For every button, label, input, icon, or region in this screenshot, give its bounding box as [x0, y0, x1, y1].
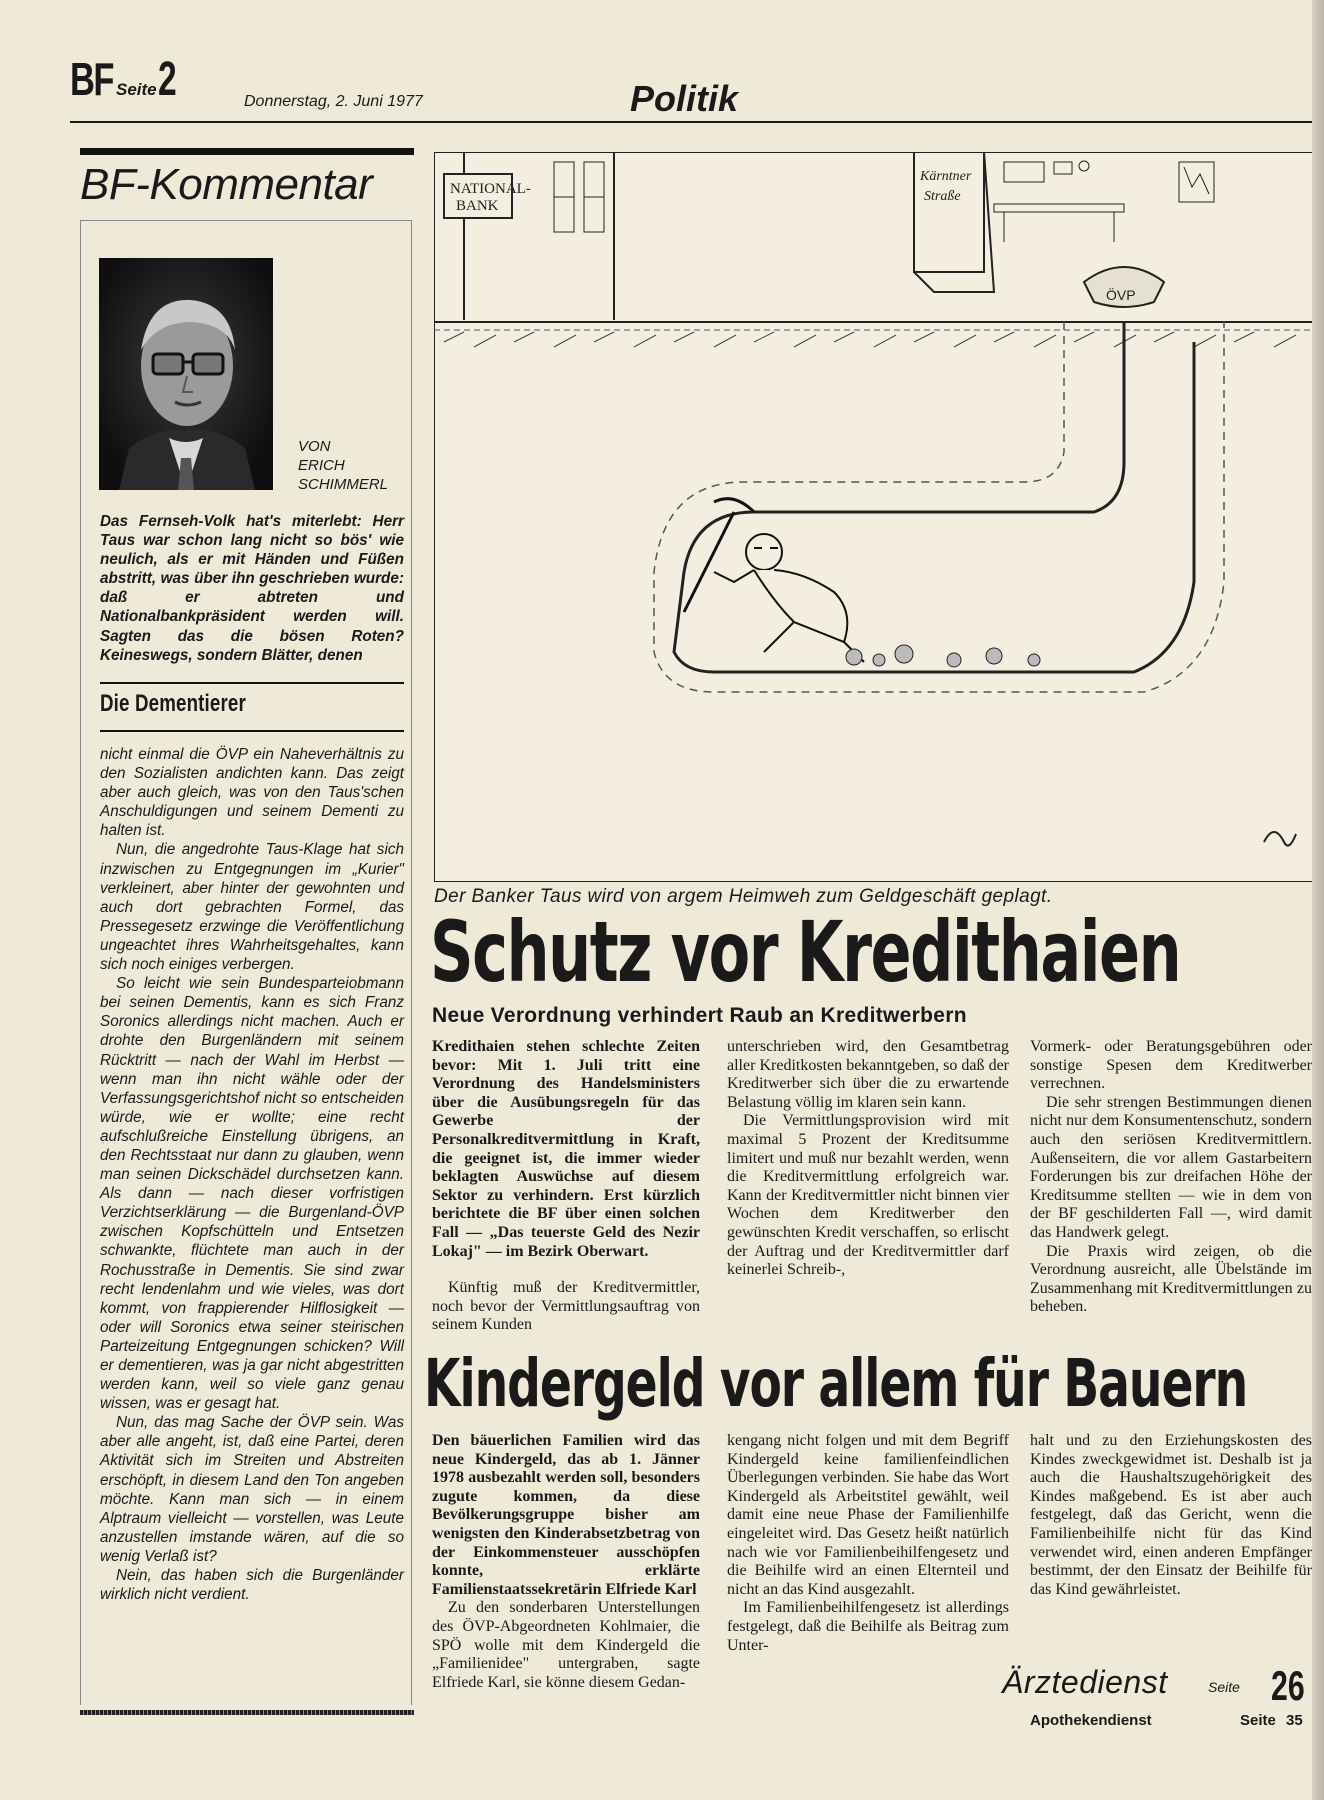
byline-first-name: ERICH: [298, 457, 345, 474]
article2-paragraph: Zu den sonderbaren Unterstellungen des ÖVP-Abgeordneten Kohlmaier, die SPÖ wolle mit dem Kindergeld die „Familienidee" untergraben, sagte Elfriede Karl, sie könne diesem Gedan-: [432, 1599, 700, 1691]
commentary-bottom-rule: [80, 1710, 414, 1715]
article2-headline: Kindergeld vor allem für Bauern: [424, 1345, 1248, 1422]
promo-page-number: 26: [1271, 1662, 1305, 1709]
promo-seite-label: Seite: [1208, 1679, 1240, 1695]
article1-headline: Schutz vor Kredithaien: [430, 903, 1181, 1001]
article1-paragraph: Die Praxis wird zeigen, ob die Verordnung ausreicht, alle Übelstände im Zusammenhang mit Kreditvermittlungen zu beheben.: [1030, 1242, 1312, 1316]
commentary-subhead: Die Dementierer: [100, 690, 246, 717]
section-title: Politik: [630, 78, 739, 119]
article2-column-2: [727, 1432, 1009, 1655]
promo-aerztedienst: Ärztedienst: [1002, 1664, 1168, 1700]
article1-paragraph: Vormerk- oder Beratungsgebühren oder sonstige Spesen dem Kreditwerber verrechnen.: [1030, 1038, 1312, 1093]
article1-lead: Kredithaien stehen schlechte Zeiten bevor: Mit 1. Juli tritt eine Verordnung des Handelsministers über die Ausübungsregeln für das Gewerbe der Personalkreditvermittlung in Kraft, die geeignet ist, die immer wieder beklagten Auswüchse auf diesem Sektor zu verhindern. Erst kürzlich berichtete die BF über einen solchen Fall — „Das teuerste Geld des Nezir Lokaj" — im Bezirk Oberwart.: [432, 1038, 700, 1260]
byline-von: VON: [298, 438, 331, 455]
article2-paragraph: Im Familienbeihilfengesetz ist allerdings festgelegt, daß die Beihilfe als Beitrag zum Unter-: [727, 1599, 1009, 1654]
issue-date: Donnerstag, 2. Juni 1977: [244, 93, 423, 110]
article1-paragraph: Künftig muß der Kreditvermittler, noch bevor der Vermittlungsauftrag von seinem Kunden: [432, 1279, 700, 1334]
sign-kaertner-line2: Straße: [924, 189, 961, 204]
article1-column-2: [727, 1038, 1009, 1280]
article1-subheadline: Neue Verordnung verhindert Raub an Kreditwerbern: [432, 1004, 967, 1027]
article1-paragraph: unterschrieben wird, den Gesamtbetrag aller Kreditkosten bekanntgeben, so daß der Kreditwerber sich über die zu erwartende Belastung völlig im klaren sein kann.: [727, 1038, 1009, 1111]
commentary-body: [100, 745, 404, 1604]
sign-kaertner-line1: Kärntner: [920, 169, 972, 184]
subhead-rule-bottom: [100, 730, 404, 732]
page-edge: [1312, 0, 1324, 1800]
logo: BF: [70, 53, 113, 105]
commentary-paragraph: Nein, das haben sich die Burgenländer wirklich nicht verdient.: [100, 1567, 404, 1604]
article1-column-1: [432, 1038, 700, 1335]
sign-national-line1: NATIONAL-: [450, 181, 531, 197]
page-label: Seite: [116, 80, 157, 99]
subhead-rule-top: [100, 682, 404, 684]
article2-paragraph: kengang nicht folgen und mit dem Begriff Kindergeld keine familienfeindlichen Überlegungen verbinden. Sie habe das Wort Kindergeld als Arbeitstitel gewählt, weil damit eine neue Phase der Familienhilfe eingeleitet wird. Das Gesetz heißt natürlich nach wie vor Familienbeihilfengesetz und die Beihilfe wird an einen Elternteil und nicht an das Kind ausgezahlt.: [727, 1432, 1009, 1598]
article2-column-1: [432, 1432, 700, 1692]
article2-lead: Den bäuerlichen Familien wird das neue Kindergeld, das ab 1. Jänner 1978 ausbezahlt werden soll, besonders zugute kommen, da diese Bevölkerungsgruppe bisher am wenigsten den Kinderabsetzbetrag von der Einkommensteuer ausschöpfen konnte, erklärte Familienstaatssekretärin Elfriede Karl: [432, 1432, 700, 1598]
byline-last-name: SCHIMMERL: [298, 476, 389, 493]
article2-column-3: [1030, 1432, 1312, 1599]
commentary-title: BF-Kommentar: [80, 160, 373, 209]
hat-label: ÖVP: [1106, 287, 1136, 303]
cartoon-illustration: [434, 152, 1314, 882]
author-portrait: [99, 258, 273, 490]
commentary-intro: [100, 512, 404, 665]
commentary-paragraph: Nun, die angedrohte Taus-Klage hat sich inzwischen zu Entgegnungen im „Kurier" verkleinert, aber hinter der gewohnten und auch dort gebrachten Formel, das Pressegesetz erzwinge die Veröffentlichung ungeachtet ihres Wahrheitsgehaltes, kann sich noch einiges verbergen.: [100, 841, 404, 974]
article1-column-3: [1030, 1038, 1312, 1317]
article1-paragraph: Die Vermittlungsprovision wird mit maximal 5 Prozent der Kreditsumme limitert und muß nur bezahlt werden, wenn die Kreditvermittlung erfolgreich war. Kann der Kreditvermittler nicht binnen vier Wochen dem Kreditwerber den gewünschten Kredit verschaffen, so erlischt der Auftrag und der Kreditvermittler darf keinerlei Schreib-,: [727, 1112, 1009, 1279]
commentary-paragraph: nicht einmal die ÖVP ein Naheverhältnis zu den Sozialisten andichten kann. Das zeigt aber auch gleich, was von den Taus'schen Anschuldigungen und seinem Dementi zu halten ist.: [100, 746, 404, 840]
promo-apothekendienst: Apothekendienst: [1030, 1712, 1152, 1729]
commentary-paragraph: So leicht wie sein Bundesparteiobmann bei seinen Dementis, kann es sich Franz Soronics allerdings nicht machen. Auch er drohte den Burgenländern mit seinem Rücktritt — nach der Wahl im Herbst — wenn man ihn nicht wähle oder der Verfassungsgerichtshof nicht so entscheiden würde, wie er wollte; eine recht aufschlußreiche Einstellung übrigens, an den Rechtsstaat nur dann zu glauben, wenn man seinen Dickschädel durchsetzen kann. Als dann — nach dieser vorfristigen Verzichtserklärung — die Burgenland-ÖVP zwischen Kopfschütteln und Entsetzen schwankte, flüchtete man auch in der Rochusstraße in Dementis. Sie sind zwar recht lendenlahm und wie vieles, was dort kommt, von frappierender Hilflosigkeit — oder will Soronics etwa seiner steirischen Parteizeitung Entgegnungen schicken? Will er dementieren, was ja gar nicht abgestritten werden kann, weil so viele ganz genau wissen, was er gesagt hat.: [100, 975, 404, 1413]
article1-paragraph: Die sehr strengen Bestimmungen dienen nicht nur dem Konsumentenschutz, sondern auch den seriösen Kreditvermittlern. Außenseitern, die vor allem Gastarbeitern Forderungen bis zur dreifachen Höhe der Kreditsumme stellten — wie in dem von der BF geschilderten Fall —, wird damit das Handwerk gelegt.: [1030, 1093, 1312, 1241]
cartoon-caption: Der Banker Taus wird von argem Heimweh zum Geldgeschäft geplagt.: [434, 886, 1053, 907]
byline: [298, 437, 388, 494]
page-number: 2: [158, 53, 177, 106]
commentary-top-bar: [80, 148, 414, 155]
article2-paragraph: halt und zu den Erziehungskosten des Kindes zweckgewidmet ist. Deshalb ist ja auch die Haushaltszugehörigkeit des Kindes maßgebend. Es ist aber auch festgelegt, daß das Gericht, wenn die Familienbeihilfe nicht für das Kind verwendet wird, einen anderen Empfänger bestimmt, der den Einsatz der Beihilfe für das Kind gewährleistet.: [1030, 1432, 1312, 1598]
header-rule: [70, 121, 1314, 123]
sign-national-line2: BANK: [456, 198, 499, 214]
commentary-intro-text: Das Fernseh-Volk hat's miterlebt: Herr Taus war schon lang nicht so bös' wie neulich, als er mit Händen und Füßen abstritt, was über ihn geschrieben wurde: daß er abtreten und Nationalbankpräsident werden will. Sagten das die bösen Roten? Keineswegs, sondern Blätter, denen: [100, 513, 404, 664]
commentary-paragraph: Nun, das mag Sache der ÖVP sein. Was aber alle angeht, ist, daß eine Partei, deren Aktivität sich im Streiten und Abstreiten erschöpft, in diesem Land den Ton angeben möchte. Kann man sich — in einem Alptraum vielleicht — vorstellen, was Leute anzustellen imstande wären, auf die so wenig Verlaß ist?: [100, 1414, 404, 1565]
promo-page-number-2: 35: [1286, 1712, 1303, 1729]
promo-seite-label-2: Seite: [1240, 1712, 1276, 1729]
